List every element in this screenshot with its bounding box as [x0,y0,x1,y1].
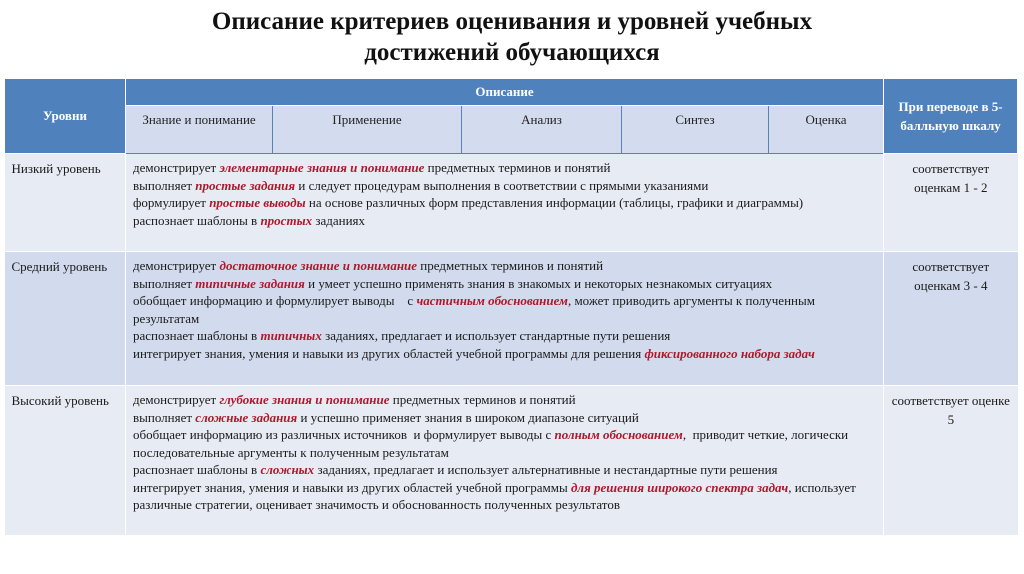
desc-line: интегрирует знания, умения и навыки из других областей учебной программы для решения фиксированного набора задач [133,345,815,361]
table-row-medium [5,252,1018,386]
description-high [126,386,884,536]
header-row-sub [5,106,1018,154]
desc-line: интегрирует знания, умения и навыки из других областей учебной программы для решения широкого спектра задач, использует различные стратегии, оценивает значимость и обоснованность полученных результатов [133,479,856,512]
table-row-low [5,154,1018,252]
header-evaluation: Оценка [769,106,884,154]
desc-line: распознает шаблоны в типичных заданиях, предлагает и использует стандартные пути решения [133,328,671,343]
desc-line: формулирует простые выводы на основе различных форм представления информации (таблицы, графики и диаграммы) [133,195,804,210]
criteria-table [4,78,1018,536]
level-medium: Средний уровень [5,252,126,386]
page-title-line-2: достижений обучающихся [364,39,660,66]
desc-line: распознает шаблоны в простых заданиях [133,212,366,228]
header-analysis: Анализ [462,106,622,154]
desc-line: выполняет простые задания и следует процедурам выполнения в соответствии с прямыми указаниями [133,177,709,193]
header-description: Описание [126,79,884,106]
desc-line: обобщает информацию из различных источников и формулирует выводы с полным обоснованием, приводит четкие, логически последовательные аргументы к полученным результатам [133,427,852,460]
level-low: Низкий уровень [5,154,126,252]
header-row-top [5,79,1018,106]
header-knowledge: Знание и понимание [126,106,273,154]
desc-line: обобщает информацию и формулирует выводы с частичным обоснованием, может приводить аргументы к полученным результатам [133,293,819,326]
description-low [126,154,884,252]
score-high: соответствует оценке 5 [884,386,1018,536]
header-synthesis: Синтез [622,106,769,154]
table-row-high [5,386,1018,536]
score-medium: соответствует оценкам 3 - 4 [884,252,1018,386]
header-levels: Уровни [5,79,126,154]
page-title [0,6,1024,68]
desc-line: демонстрирует элементарные знания и понимание предметных терминов и понятий [133,160,611,175]
level-high: Высокий уровень [5,386,126,536]
header-application: Применение [273,106,462,154]
description-medium [126,252,884,386]
header-scale: При переводе в 5-балльную шкалу [884,79,1018,154]
desc-line: выполняет сложные задания и успешно применяет знания в широком диапазоне ситуаций [133,409,639,425]
page-title-line-1: Описание критериев оценивания и уровней учебных [211,8,813,35]
desc-line: выполняет типичные задания и умеет успешно применять знания в знакомых и некоторых незнакомых ситуациях [133,275,773,291]
desc-line: демонстрирует глубокие знания и понимание предметных терминов и понятий [133,392,576,407]
desc-line: распознает шаблоны в сложных заданиях, предлагает и использует альтернативные и нестандартные пути решения [133,462,778,477]
desc-line: демонстрирует достаточное знание и понимание предметных терминов и понятий [133,258,604,273]
score-low: соответствует оценкам 1 - 2 [884,154,1018,252]
